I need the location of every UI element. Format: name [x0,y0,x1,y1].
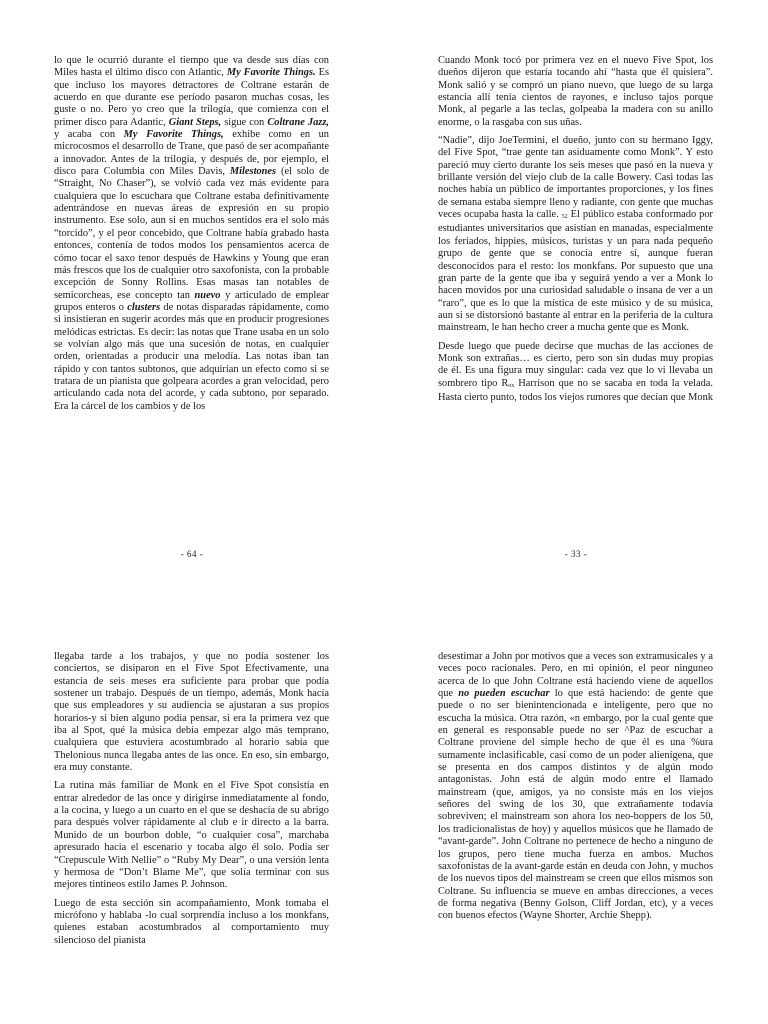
text-run: Cuando Monk tocó por primera vez en el nuevo Five Spot, los dueños dijeron que estaría tocando ahí “hasta que él quisiera”. Monk salió y se compró un piano nuevo, que luego de su larga estancia allí tenía cientos de rayones, e incluso tajos porque Monk, al pegarle a las teclas, golpeaba la madera con su anillo enorme, o la rasgaba con sus uñas. [438,55,713,128]
text-run: lo que le ocurrió durante el tiempo que va desde sus días con Miles hasta el último disco con Atlantic, [54,55,329,79]
text-run: Desde luego que puede decirse que muchas de las acciones de Monk son extrañas… es cierto, pero son sin dudas muy propias de él. Es una figura muy singular: cada vez que lo vi llevaba un sombrero tipo R [438,340,713,389]
page-64-text [54,55,329,419]
page-number-33: - 33 - [564,549,588,559]
paragraph [54,780,329,891]
paragraph [54,651,329,774]
text-run: desestimar a John por motivos que a veces son extramusicales y a veces poco racionales. Pero, en mi opinión, el peor ninguneo acerca de lo que John Coltrane está haciendo viene de aquellos que [438,651,713,700]
text-run: Luego de esta sección sin acompañamiento, Monk tomaba el micrófono y hablaba -lo cual sorprendía incluso a los monkfans, quienes estaban acostumbrados al comportamiento muy silencioso del pianista [54,897,329,946]
text-run: y acaba con [54,129,124,141]
text-run: Es que incluso los mayores detractores de Coltrane estarán de acuerdo en que durante ese período pasaron muchas cosas, les guste o no. Pero yo creo que la trilogía, que comienza con el primer disco para Adantic, [54,67,329,128]
paragraph [438,55,713,129]
text-run: El público estaba conformado por estudiantes universitarios que asistían en manadas, especialmente los feriados, hippies, músicos, turistas y un para nada pequeño grupo de gente que se conocía entre sí, aunque fueran desconocidos para el resto: los monkfans. Por supuesto que una gran parte de la gente que iba y seguirá yendo a ver a Monk lo hacen movidos por una curiosidad saludable o insana de ver a un “raro”, que es lo que la mística de este músico y de su música, aun si se distorsionó bastante al entrar en la periferia de la cultura mainstream, le han hecho creer a mucha gente que es Monk. [438,209,713,334]
emphasis-text: Giant Steps, [168,116,222,128]
page-33-text [438,55,713,410]
text-run: de notas disparadas rápidamente, como si insistieran en sugerir acordes más que en producir progresiones melódicas estrictas. Es decir: las notas que Trane usaba en un solo se volvían algo más que una sucesión de notas, en cualquier orden, orientadas a producir una melodía. Las notas iban tan rápido y con tantos subtonos, que adquirían un efecto como si se tratara de un pianista que golpeara acordes a gran velocidad, pero articulando cada nota del acorde, y cada subtono, por separado. Era la cárcel de los cambios y de los [54,301,329,412]
text-run: lo que está haciendo: de gente que puede o no ser bienintencionada e inteligente, pero que no escucha la música. Otra razón, «n embargo, por la cual gente que en general es responsable puede no ser ^Paz de escuchar a Coltrane proviene del simple hecho de que él es una %ura sumamente inclasificable, casi como de un poder alienígena, que se presenta en dos campos distintos y de algún modo antagonistas. John está de algún modo entre el llamado mainstream (que, amigos, ya no consiste más en los viejos señores del swing de los 30, que extrañamente todavía sobreviven; el mainstream son ahora los neo-boppers de los 50, los tradicionalistas de hoy) y aquellos músicos que he llamado de “avant-garde”. John Coltrane no pertenece de hecho a ninguno de los grupos, pero tiene mucha fuerza en ambos. Muchos saxofonistas de la avant-garde están en deuda con John, y muchos de los nuevos tipos del mainstream se creen que ellos mismos son Coltrane. Su influencia se mueve en ambas direcciones, a veces de forma negativa (Benny Golson, Cliff Jordan, etc), y a veces con buenos efectos (Wayne Shorter, Archie Shepp). [438,688,713,922]
marginal-mark: 52 [561,214,568,221]
text-run: (el solo de “Straight, No Chaser”), se volvió cada vez más evidente para cualquiera que lo escuchara que Coltrane estaba definitivamente adentrándose en nuevas áreas de expresión en su propio instrumento. Ese solo, aun si en muchos sentidos era el solo más “torcido”, y el peor concebido, que Coltrane había grabado hasta entonces, contenía de todos modos los pensamientos acerca de cómo tocar el saxo tenor después de Hawkins y Young que eran más frescos que los de cualquier otro saxofonista, con la probable excepción de Sonny Rollins. Esas masas tan notables de semicorcheas, ese concepto tan [54,166,329,301]
emphasis-text: nuevo [194,289,221,301]
emphasis-text: no pueden escuchar [458,688,550,700]
emphasis-text: My Favorite Things. [226,67,316,79]
page-number-64: - 64 - [180,549,204,559]
emphasis-text: My Favorite Things, [123,129,224,141]
page-bottom-left-text [54,651,329,953]
emphasis-text: Coltrane Jazz, [267,116,329,128]
paragraph [54,55,329,413]
text-run: La rutina más familiar de Monk en el Five Spot consistía en entrar alrededor de las once y dirigirse inmediatamente al fondo, a la cocina, y luego a un cuarto en el que se deshacía de su abrigo para después volver rápidamente al club e ir directo a la barra. Munido de un bourbon doble, “o cualquier cosa”, marchaba apresurado hacia el escenario y tocaba algo él solo. Podía ser “Crepuscule With Nellie” o “Ruby My Dear”, o una versión lenta y hermosa de “Don’t Blame Me”, que solía terminar con sus mejores tintineos estilo James P. Johnson. [54,780,329,891]
text-run: llegaba tarde a los trabajos, y que no podía sostener los conciertos, se disiparon en el Five Spot Efectivamente, una estancia de seis meses era suficiente para probar que podía sostener un trabajo. Después de un tiempo, además, Monk hacía que sus empleadores y su audiencia se ajustaran a sus propios horarios-y si bien alguno podía pensar, si era la primera vez que iba al Spot, qué la música debía empezar algo más temprano, cualquiera que estuviera acostumbrado al horario sabía que Thelonious nunca llegaba antes de las once. En eso, sin embargo, era muy constante. [54,651,329,774]
paragraph [438,651,713,923]
text-run: y articulado de emplear grupos enteros o [54,289,329,313]
emphasis-text: clusters [127,301,161,313]
marginal-mark: ox [508,382,515,389]
page-bottom-right-text [438,651,713,929]
text-run: sigue con [221,116,268,128]
emphasis-text: Milestones [229,166,277,178]
paragraph [54,898,329,947]
text-run: exhibe como en un microcosmos el desarrollo de Trane, que pasó de ser acompañante a innovador. Antes de la trilogía, y después de, por ejemplo, el disco para Columbia con Miles Davis, [54,129,329,178]
text-run: “Nadie”, dijo JoeTermini, el dueño, junto con su hermano Iggy, del Five Spot, “trae gente tan asiduamente como Monk”. Y esto pareció muy cierto durante los seis meses que pasó en la nueva y brillante versión del viejo club de la calle Bowery. Casi todas las noches había un público de importantes proporciones, y los fines de semana estaba siempre lleno y radiante, con gente que muchas veces ocupaba hasta la calle. [438,135,713,221]
paragraph [438,135,713,335]
text-run: Harrison que no se sacaba en toda la velada. Hasta cierto punto, todos los viejos rumores que decían que Monk [438,377,714,403]
paragraph [438,341,713,405]
